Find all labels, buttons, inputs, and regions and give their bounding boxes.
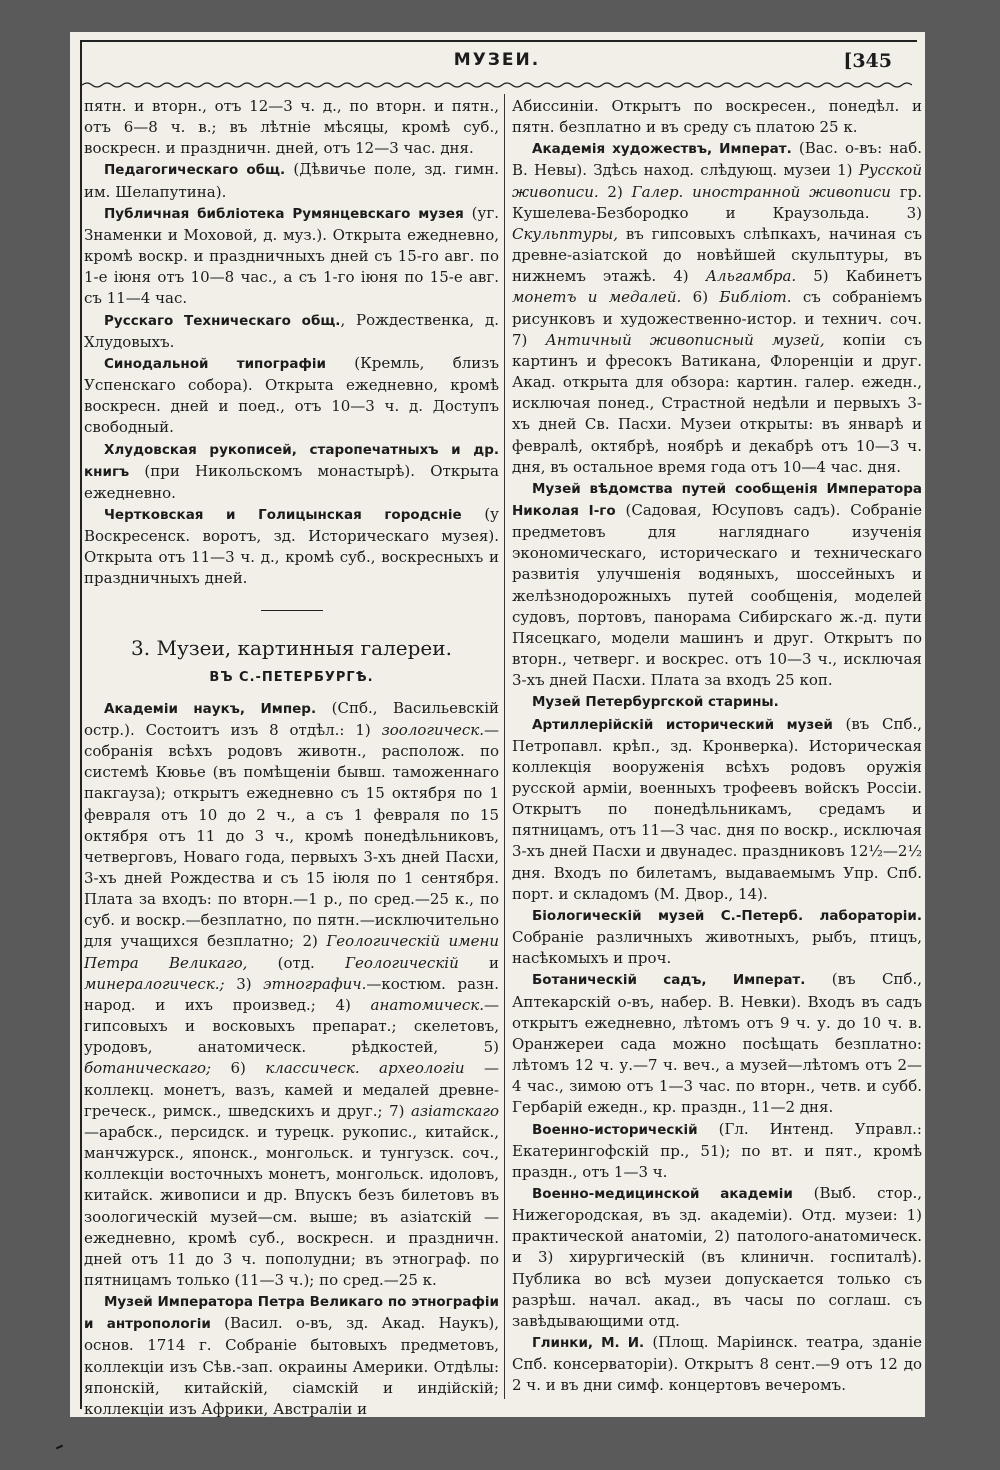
- header-rule: [82, 80, 912, 90]
- entry-military-history-museum: Военно-историческій (Гл. Интенд. Управл.: Екатерингофскій пр., 51); по вт. и пят., кромѣ праздн., отъ 1—3 ч.: [512, 1119, 922, 1181]
- entry-continuation: Абиссиніи. Открытъ по воскресен., понедѣл. и пятн. безплатно и въ среду съ платою 25 к.: [512, 97, 922, 137]
- entry-glinka-museum: Глинки, М. И. (Площ. Маріинск. театра, зданіе Спб. консерваторіи). Открытъ 8 сент.—9 отъ 12 до 2 ч. и въ дни симф. концертовъ вечеромъ.: [512, 1333, 922, 1395]
- section-divider: [261, 610, 323, 611]
- entry-botanical-garden: Ботаническій садъ, Императ. (въ Спб., Аптекарскій о-въ, набер. В. Невки). Входъ въ садъ открытъ ежедневно, лѣтомъ отъ 9 ч. у. до 10 ч. в. Оранжереи сада можно посѣщать безплатно: лѣтомъ 12 ч. у.—7 ч. веч., а музей—лѣтомъ отъ 2—4 час., зимою отъ 1—3 час. по вторн., четв. и субб. Гербарій ежедн., кр. праздн., 11—2 дня.: [512, 970, 922, 1117]
- entry-continuation: пятн. и вторн., отъ 12—3 ч. д., по вторн. и пятн., отъ 6—8 ч. в.; въ лѣтніе мѣсяцы, кромѣ суб., воскресн. и праздничн. дней, отъ 12—3 час. дня.: [84, 97, 499, 158]
- section-subheading: ВЪ С.-ПЕТЕРБУРГѢ.: [209, 669, 374, 685]
- page-number: [345: [843, 50, 892, 72]
- running-head: [82, 50, 912, 80]
- left-column: [84, 96, 499, 1420]
- right-column: [512, 96, 922, 1397]
- entry-old-petersburg-museum: Музей Петербургской старины.: [532, 694, 779, 711]
- scan-speck: [56, 1445, 63, 1450]
- entry-peter-the-great-museum: Музей Императора Петра Великаго по этнографіи и антропологіи (Васил. о-въ, зд. Акад. Наукъ), основ. 1714 г. Собраніе бытовыхъ предметовъ, коллекціи изъ Сѣв.-зап. окраины Америки. Отдѣлы: японскій, китайскій, сіамскій и индійскій; коллекціи изъ Африки, Австраліи и: [84, 1294, 499, 1418]
- column-divider: [504, 94, 505, 1399]
- entry-railways-museum: Музей вѣдомства путей сообщенія Императора Николая I-го (Садовая, Юсуповъ садъ). Собраніе предметовъ для нагляднаго изученія экономическаго, историческаго и техническаго развитія улучшенія водяныхъ, шоссейныхъ и желѣзнодорожныхъ путей сообщенія, моделей судовъ, портовъ, панорама Сибирскаго ж.-д. пути Пясецкаго, модели машинъ и друг. Открытъ по вторн., четверг. и воскрес. отъ 10—3 ч., исключая 3-хъ дней Пасхи. Плата за входъ 25 коп.: [512, 480, 922, 690]
- entry-academy-of-sciences: Академіи наукъ, Импер. (Спб., Васильевскій остр.). Состоитъ изъ 8 отдѣл.: 1) зоологическ.—собранія всѣхъ родовъ животн., располож. по системѣ Кювье (въ помѣщеніи бывш. таможеннаго пакгауза); открытъ ежедневно съ 15 октября по 1 февраля отъ 10 до 2 ч., а съ 1 февраля по 15 октября отъ 11 до 3 ч., кромѣ понедѣльниковъ, четверговъ, Новаго года, первыхъ 3-хъ дней Пасхи, 3-хъ дней Рождества и съ 15 іюля по 1 сентября. Плата за входъ: по вторн.—1 р., по сред.—25 к., по суб. и воскр.—безплатно, по пятн.—исключительно для учащихся безплатно; 2) Геологическій имени Петра Великаго, (отд. Геологическій и минералогическ.; 3) этнографич.—костюм. разн. народ. и ихъ произвед.; 4) анатомическ.—гипсовыхъ и восковыхъ препарат.; скелетовъ, уродовъ, анатомическ. рѣдкостей, 5) ботаническаго; 6) классическ. археологіи — коллекц. монетъ, вазъ, камей и медалей древне-греческ., римск., шведскихъ и друг.; 7) азіатскаго—арабск., персидск. и турецк. рукопис., китайск., манчжурск., японск., монгольск. и тунгузск. соч., коллекціи восточныхъ монетъ, монгольск. идоловъ, китайск. живописи и др. Впускъ безъ билетовъ въ зоологическій музей—см. выше; въ азіатскій — ежедневно, кромѣ суб., воскресн. и праздничн. дней отъ 11 до 3 ч. пополудни; въ этнограф. по пятницамъ только (11—3 ч.); по сред.—25 к.: [84, 698, 500, 1289]
- entry-biological-museum: Біологическій музей С.-Петерб. лабораторіи. Собраніе различныхъ животныхъ, рыбъ, птицъ, насѣкомыхъ и проч.: [512, 907, 922, 968]
- entry-chertkov-library: Чертковская и Голицынская городсніе (у Воскресенск. воротъ, зд. Историческаго музея). Открыта отъ 11—3 ч. д., кромѣ суб., воскресныхъ и праздничныхъ дней.: [84, 504, 499, 588]
- entry-synodal-printing: Синодальной типографіи (Кремль, близъ Успенскаго собора). Открыта ежедневно, кромѣ воскресн. дней и поед., отъ 10—3 ч. д. Доступъ свободный.: [84, 353, 499, 437]
- entry-artillery-museum: Артиллерійскій исторический музей (въ Спб., Петропавл. крѣп., зд. Кронверка). Историческая коллекція вооруженія всѣхъ родовъ оружія русской арміи, военныхъ трофеевъ войскъ Россіи. Открытъ по понедѣльникамъ, средамъ и пятницамъ, отъ 11—3 час. дня по воскр., исключая 3-хъ дней Пасхи и двунадес. праздниковъ 12½—2½ дня. Входъ по билетамъ, выдаваемымъ Упр. Спб. порт. и складомъ (М. Двор., 14).: [512, 714, 923, 903]
- entry-rumyantsev-library: Публичная библіотека Румянцевскаго музея (уг. Знаменки и Моховой, д. муз.). Открыта ежедневно, кромѣ воскр. и праздничныхъ дней съ 15-го авг. по 1-е іюня отъ 10—8 час., а съ 1-го іюня по 15-е авг. съ 11—4 час.: [84, 203, 499, 308]
- entry-khludov-library: Хлудовская рукописей, старопечатныхъ и др. книгъ (при Никольскомъ монастырѣ). Открыта ежедневно.: [84, 441, 499, 502]
- book-page: [70, 32, 925, 1417]
- entry-academy-of-arts: Академія художествъ, Императ. (Вас. о-въ: наб. В. Невы). Здѣсь наход. слѣдующ. музеи 1) Русской живописи. 2) Галер. иностранной живописи гр. Кушелева-Безбородко и Краузольда. 3) Скульптуры, въ гипсовыхъ слѣпкахъ, начиная съ древне-азіатской до новѣйшей скульптуры, въ нижнемъ этажѣ. 4) Альгамбра. 5) Кабинетъ монетъ и медалей. 6) Библіот. съ собраніемъ рисунковъ и художественно-истор. и технич. соч. 7) Античный живописный музей, копіи съ картинъ и фресокъ Ватикана, Флоренціи и друг. Акад. открыта для обзора: картин. галер. ежедн., исключая понед., Страстной недѣли и первыхъ 3-хъ дней Св. Пасхи. Музеи открыты: въ январѣ и февралѣ, октябрѣ, ноябрѣ и декабрѣ отъ 10—3 ч. дня, въ остальное время года отъ 10—4 час. дня.: [512, 139, 923, 476]
- page-title: МУЗЕИ.: [453, 50, 541, 70]
- entry-pedagogical-society: Педагогическаго общ. (Дѣвичье поле, зд. гимн. им. Шелапутина).: [84, 160, 499, 201]
- entry-military-medical-academy: Военно-медицинской академіи (Выб. стор., Нижегородская, въ зд. академіи). Отд. музеи: 1) практической анатоміи, 2) патолого-анатомическ. и 3) хирургическій (въ клиничн. госпиталѣ). Публика во всѣ музеи допускается только съ разрѣш. начал. акад., въ часы по соглаш. съ завѣдывающими отд.: [512, 1183, 922, 1330]
- entry-technical-society: Русскаго Техническаго общ., Рождественка, д. Хлудовыхъ.: [84, 310, 500, 351]
- section-heading: 3. Музеи, картинныя галереи.: [131, 635, 452, 660]
